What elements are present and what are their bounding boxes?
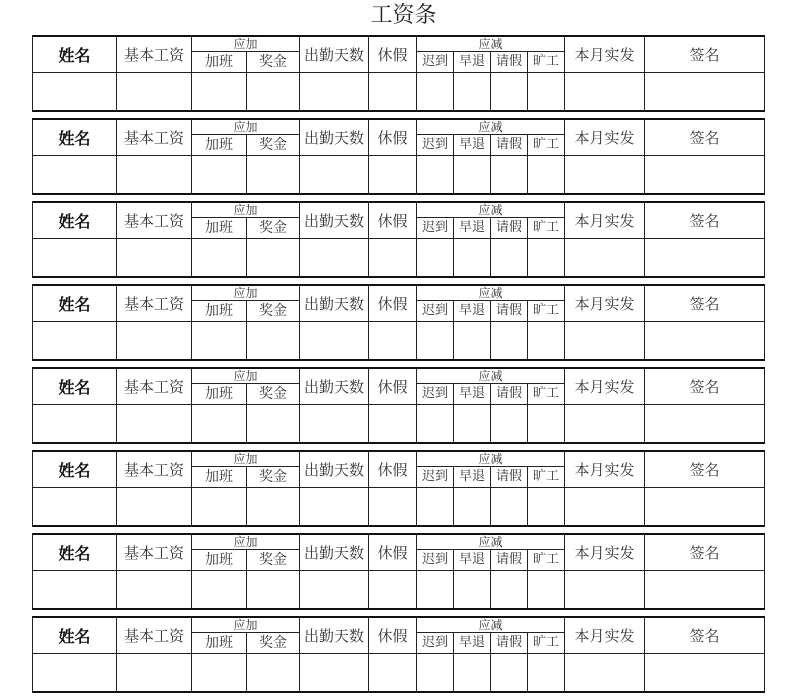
cell-name[interactable]	[33, 571, 117, 609]
cell-net-pay[interactable]	[565, 405, 645, 443]
salary-slip-table	[32, 35, 765, 112]
cell-absent[interactable]	[528, 654, 565, 692]
cell-leave[interactable]	[369, 405, 417, 443]
header-attendance-days: 出勤天数	[300, 36, 369, 73]
cell-leave[interactable]	[369, 73, 417, 111]
cell-bonus[interactable]	[247, 156, 300, 194]
cell-name[interactable]	[33, 405, 117, 443]
cell-name[interactable]	[33, 156, 117, 194]
header-net-pay: 本月实发	[565, 617, 645, 654]
header-personal-leave: 请假	[491, 467, 528, 488]
cell-attendance-days[interactable]	[300, 239, 369, 277]
header-absent: 旷工	[528, 301, 565, 322]
cell-leave[interactable]	[369, 571, 417, 609]
header-absent: 旷工	[528, 633, 565, 654]
header-leave: 休假	[369, 36, 417, 73]
header-net-pay: 本月实发	[565, 285, 645, 322]
cell-absent[interactable]	[528, 322, 565, 360]
cell-base-salary[interactable]	[117, 239, 192, 277]
header-absent: 旷工	[528, 218, 565, 239]
header-early-leave: 早退	[454, 467, 491, 488]
salary-slip-table	[32, 284, 765, 361]
cell-personal-leave[interactable]	[491, 488, 528, 526]
cell-base-salary[interactable]	[117, 322, 192, 360]
cell-net-pay[interactable]	[565, 156, 645, 194]
header-late: 迟到	[417, 550, 454, 571]
salary-slip-table	[32, 118, 765, 195]
header-late: 迟到	[417, 467, 454, 488]
header-add-group: 应加	[192, 368, 300, 384]
header-base-salary: 基本工资	[117, 534, 192, 571]
cell-net-pay[interactable]	[565, 239, 645, 277]
cell-signature[interactable]	[645, 73, 765, 111]
header-net-pay: 本月实发	[565, 36, 645, 73]
header-add-group: 应加	[192, 285, 300, 301]
header-leave: 休假	[369, 451, 417, 488]
header-signature: 签名	[645, 617, 765, 654]
cell-base-salary[interactable]	[117, 73, 192, 111]
cell-base-salary[interactable]	[117, 405, 192, 443]
header-personal-leave: 请假	[491, 550, 528, 571]
header-name: 姓名	[33, 534, 117, 571]
cell-late[interactable]	[417, 571, 454, 609]
cell-name[interactable]	[33, 322, 117, 360]
header-early-leave: 早退	[454, 52, 491, 73]
header-attendance-days: 出勤天数	[300, 202, 369, 239]
cell-signature[interactable]	[645, 239, 765, 277]
header-name: 姓名	[33, 285, 117, 322]
header-overtime: 加班	[192, 218, 247, 239]
header-absent: 旷工	[528, 52, 565, 73]
header-bonus: 奖金	[247, 301, 300, 322]
cell-overtime[interactable]	[192, 654, 247, 692]
cell-attendance-days[interactable]	[300, 571, 369, 609]
cell-base-salary[interactable]	[117, 156, 192, 194]
cell-leave[interactable]	[369, 239, 417, 277]
header-bonus: 奖金	[247, 218, 300, 239]
header-attendance-days: 出勤天数	[300, 119, 369, 156]
header-signature: 签名	[645, 202, 765, 239]
header-add-group: 应加	[192, 202, 300, 218]
cell-attendance-days[interactable]	[300, 73, 369, 111]
cell-overtime[interactable]	[192, 405, 247, 443]
cell-early-leave[interactable]	[454, 73, 491, 111]
header-leave: 休假	[369, 202, 417, 239]
cell-late[interactable]	[417, 156, 454, 194]
cell-bonus[interactable]	[247, 654, 300, 692]
cell-signature[interactable]	[645, 322, 765, 360]
header-add-group: 应加	[192, 534, 300, 550]
header-bonus: 奖金	[247, 633, 300, 654]
cell-overtime[interactable]	[192, 322, 247, 360]
header-signature: 签名	[645, 368, 765, 405]
cell-bonus[interactable]	[247, 488, 300, 526]
header-late: 迟到	[417, 135, 454, 156]
cell-early-leave[interactable]	[454, 405, 491, 443]
header-base-salary: 基本工资	[117, 36, 192, 73]
cell-late[interactable]	[417, 73, 454, 111]
cell-bonus[interactable]	[247, 405, 300, 443]
salary-slip	[32, 367, 764, 442]
cell-net-pay[interactable]	[565, 571, 645, 609]
cell-late[interactable]	[417, 654, 454, 692]
header-net-pay: 本月实发	[565, 368, 645, 405]
cell-attendance-days[interactable]	[300, 488, 369, 526]
salary-slip	[32, 118, 764, 193]
cell-late[interactable]	[417, 322, 454, 360]
header-add-group: 应加	[192, 451, 300, 467]
cell-attendance-days[interactable]	[300, 156, 369, 194]
header-attendance-days: 出勤天数	[300, 285, 369, 322]
header-signature: 签名	[645, 451, 765, 488]
cell-personal-leave[interactable]	[491, 156, 528, 194]
cell-absent[interactable]	[528, 571, 565, 609]
header-deduct-group: 应减	[417, 36, 565, 52]
header-signature: 签名	[645, 119, 765, 156]
cell-name[interactable]	[33, 654, 117, 692]
cell-signature[interactable]	[645, 405, 765, 443]
header-early-leave: 早退	[454, 633, 491, 654]
cell-early-leave[interactable]	[454, 488, 491, 526]
page-title: 工资条	[370, 3, 437, 28]
cell-personal-leave[interactable]	[491, 571, 528, 609]
header-personal-leave: 请假	[491, 218, 528, 239]
header-name: 姓名	[33, 202, 117, 239]
header-name: 姓名	[33, 36, 117, 73]
cell-absent[interactable]	[528, 156, 565, 194]
header-base-salary: 基本工资	[117, 285, 192, 322]
cell-personal-leave[interactable]	[491, 654, 528, 692]
header-late: 迟到	[417, 301, 454, 322]
header-signature: 签名	[645, 36, 765, 73]
cell-name[interactable]	[33, 239, 117, 277]
cell-absent[interactable]	[528, 239, 565, 277]
cell-attendance-days[interactable]	[300, 405, 369, 443]
header-leave: 休假	[369, 534, 417, 571]
salary-slip-table	[32, 450, 765, 527]
salary-slip-table	[32, 367, 765, 444]
cell-late[interactable]	[417, 239, 454, 277]
salary-slip	[32, 35, 764, 110]
header-attendance-days: 出勤天数	[300, 617, 369, 654]
cell-personal-leave[interactable]	[491, 322, 528, 360]
header-attendance-days: 出勤天数	[300, 534, 369, 571]
header-bonus: 奖金	[247, 550, 300, 571]
header-overtime: 加班	[192, 301, 247, 322]
header-personal-leave: 请假	[491, 135, 528, 156]
header-overtime: 加班	[192, 384, 247, 405]
header-overtime: 加班	[192, 633, 247, 654]
header-add-group: 应加	[192, 617, 300, 633]
cell-overtime[interactable]	[192, 73, 247, 111]
cell-personal-leave[interactable]	[491, 73, 528, 111]
header-deduct-group: 应减	[417, 119, 565, 135]
salary-slip-table	[32, 616, 765, 693]
header-net-pay: 本月实发	[565, 534, 645, 571]
cell-leave[interactable]	[369, 488, 417, 526]
header-personal-leave: 请假	[491, 384, 528, 405]
header-overtime: 加班	[192, 550, 247, 571]
cell-early-leave[interactable]	[454, 654, 491, 692]
header-late: 迟到	[417, 384, 454, 405]
cell-base-salary[interactable]	[117, 571, 192, 609]
cell-signature[interactable]	[645, 156, 765, 194]
salary-slip	[32, 450, 764, 525]
header-late: 迟到	[417, 218, 454, 239]
header-net-pay: 本月实发	[565, 202, 645, 239]
cell-absent[interactable]	[528, 488, 565, 526]
header-base-salary: 基本工资	[117, 451, 192, 488]
header-name: 姓名	[33, 451, 117, 488]
header-net-pay: 本月实发	[565, 451, 645, 488]
header-late: 迟到	[417, 52, 454, 73]
cell-overtime[interactable]	[192, 239, 247, 277]
header-attendance-days: 出勤天数	[300, 451, 369, 488]
header-absent: 旷工	[528, 467, 565, 488]
cell-early-leave[interactable]	[454, 239, 491, 277]
header-base-salary: 基本工资	[117, 617, 192, 654]
header-signature: 签名	[645, 534, 765, 571]
cell-overtime[interactable]	[192, 571, 247, 609]
salary-slip	[32, 533, 764, 608]
header-early-leave: 早退	[454, 301, 491, 322]
header-deduct-group: 应减	[417, 285, 565, 301]
header-late: 迟到	[417, 633, 454, 654]
header-bonus: 奖金	[247, 467, 300, 488]
salary-slip-table	[32, 533, 765, 610]
salary-slip	[32, 284, 764, 359]
header-personal-leave: 请假	[491, 52, 528, 73]
header-deduct-group: 应减	[417, 534, 565, 550]
header-base-salary: 基本工资	[117, 119, 192, 156]
header-absent: 旷工	[528, 135, 565, 156]
header-overtime: 加班	[192, 135, 247, 156]
cell-leave[interactable]	[369, 322, 417, 360]
header-absent: 旷工	[528, 384, 565, 405]
cell-name[interactable]	[33, 488, 117, 526]
cell-leave[interactable]	[369, 654, 417, 692]
cell-personal-leave[interactable]	[491, 405, 528, 443]
cell-early-leave[interactable]	[454, 156, 491, 194]
cell-net-pay[interactable]	[565, 322, 645, 360]
header-early-leave: 早退	[454, 384, 491, 405]
header-add-group: 应加	[192, 36, 300, 52]
header-leave: 休假	[369, 368, 417, 405]
header-early-leave: 早退	[454, 550, 491, 571]
header-leave: 休假	[369, 617, 417, 654]
header-early-leave: 早退	[454, 135, 491, 156]
cell-base-salary[interactable]	[117, 654, 192, 692]
header-leave: 休假	[369, 119, 417, 156]
header-overtime: 加班	[192, 467, 247, 488]
cell-name[interactable]	[33, 73, 117, 111]
salary-slip-table	[32, 201, 765, 278]
salary-slip	[32, 616, 764, 691]
header-net-pay: 本月实发	[565, 119, 645, 156]
header-deduct-group: 应减	[417, 451, 565, 467]
header-name: 姓名	[33, 368, 117, 405]
header-bonus: 奖金	[247, 52, 300, 73]
cell-overtime[interactable]	[192, 156, 247, 194]
header-signature: 签名	[645, 285, 765, 322]
header-base-salary: 基本工资	[117, 368, 192, 405]
header-overtime: 加班	[192, 52, 247, 73]
header-absent: 旷工	[528, 550, 565, 571]
cell-personal-leave[interactable]	[491, 239, 528, 277]
cell-net-pay[interactable]	[565, 488, 645, 526]
header-bonus: 奖金	[247, 135, 300, 156]
cell-base-salary[interactable]	[117, 488, 192, 526]
cell-leave[interactable]	[369, 156, 417, 194]
cell-absent[interactable]	[528, 73, 565, 111]
header-name: 姓名	[33, 119, 117, 156]
cell-signature[interactable]	[645, 654, 765, 692]
cell-overtime[interactable]	[192, 488, 247, 526]
header-bonus: 奖金	[247, 384, 300, 405]
header-add-group: 应加	[192, 119, 300, 135]
cell-signature[interactable]	[645, 571, 765, 609]
salary-slip	[32, 201, 764, 276]
cell-late[interactable]	[417, 488, 454, 526]
cell-net-pay[interactable]	[565, 654, 645, 692]
header-personal-leave: 请假	[491, 633, 528, 654]
cell-net-pay[interactable]	[565, 73, 645, 111]
header-leave: 休假	[369, 285, 417, 322]
cell-absent[interactable]	[528, 405, 565, 443]
header-name: 姓名	[33, 617, 117, 654]
header-attendance-days: 出勤天数	[300, 368, 369, 405]
cell-early-leave[interactable]	[454, 571, 491, 609]
cell-attendance-days[interactable]	[300, 322, 369, 360]
cell-bonus[interactable]	[247, 239, 300, 277]
cell-bonus[interactable]	[247, 571, 300, 609]
cell-early-leave[interactable]	[454, 322, 491, 360]
cell-attendance-days[interactable]	[300, 654, 369, 692]
cell-signature[interactable]	[645, 488, 765, 526]
header-personal-leave: 请假	[491, 301, 528, 322]
header-early-leave: 早退	[454, 218, 491, 239]
cell-late[interactable]	[417, 405, 454, 443]
cell-bonus[interactable]	[247, 73, 300, 111]
header-deduct-group: 应减	[417, 202, 565, 218]
header-deduct-group: 应减	[417, 617, 565, 633]
header-base-salary: 基本工资	[117, 202, 192, 239]
cell-bonus[interactable]	[247, 322, 300, 360]
header-deduct-group: 应减	[417, 368, 565, 384]
